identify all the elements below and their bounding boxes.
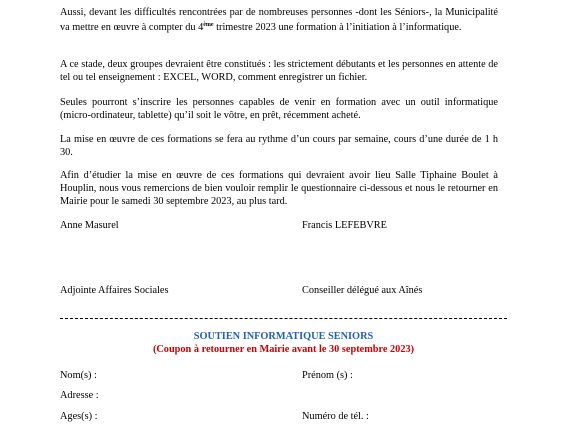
field-label-adresse: Adresse : xyxy=(60,390,99,401)
cut-line-divider xyxy=(60,318,507,319)
ordinal-superscript: ème xyxy=(203,22,214,29)
paragraph-intro xyxy=(60,6,498,34)
coupon-subtitle: (Coupon à retourner en Mairie avant le 30 septembre 2023) xyxy=(152,344,415,355)
signatory-right-name: Francis LEFEBVRE xyxy=(302,220,387,231)
paragraph-groups: A ce stade, deux groupes devraient être constitués : les strictement débutants et les personnes en attente de tel ou tel enseignement : EXCEL, WORD, comment enregistrer un fichier. xyxy=(60,59,498,84)
paragraph-schedule: La mise en œuvre de ces formations se fera au rythme d’un cours par semaine, cours d’une durée de 1 h 30. xyxy=(60,134,498,159)
paragraph-intro-text-a: Aussi, devant les difficultés rencontrées par de nombreuses personnes -dont les Séniors-, la Municipalité va mettre en œuvre à compter du 4 xyxy=(60,7,498,34)
field-label-ages: Ages(s) : xyxy=(60,411,98,422)
paragraph-questionnaire: Afin d’étudier la mise en œuvre de ces formations qui devraient avoir lieu Salle Tiphaine Boulet à Houplin, nous vous remercions de bien vouloir remplir le questionnaire ci-dessous et nous le retourner en Mairie pour le samedi 30 septembre 2023, au plus tard. xyxy=(60,170,498,208)
paragraph-intro-text-b: trimestre 2023 une formation à l’initiation à l’informatique. xyxy=(213,22,462,34)
coupon-title: SOUTIEN INFORMATIQUE SENIORS xyxy=(193,331,374,342)
signatory-left-title: Adjointe Affaires Sociales xyxy=(60,285,169,296)
paragraph-requirements: Seules pourront s’inscrire les personnes capables de venir en formation avec un outil informatique (micro-ordinateur, tablette) qu’il soit le vôtre, en prêt, récemment acheté. xyxy=(60,97,498,122)
field-label-nom: Nom(s) : xyxy=(60,370,97,381)
field-label-telephone: Numéro de tél. : xyxy=(302,411,369,422)
field-label-prenom: Prénom (s) : xyxy=(302,370,353,381)
signatory-right-title: Conseiller délégué aux Aînés xyxy=(302,285,423,296)
signatory-left-name: Anne Masurel xyxy=(60,220,119,231)
